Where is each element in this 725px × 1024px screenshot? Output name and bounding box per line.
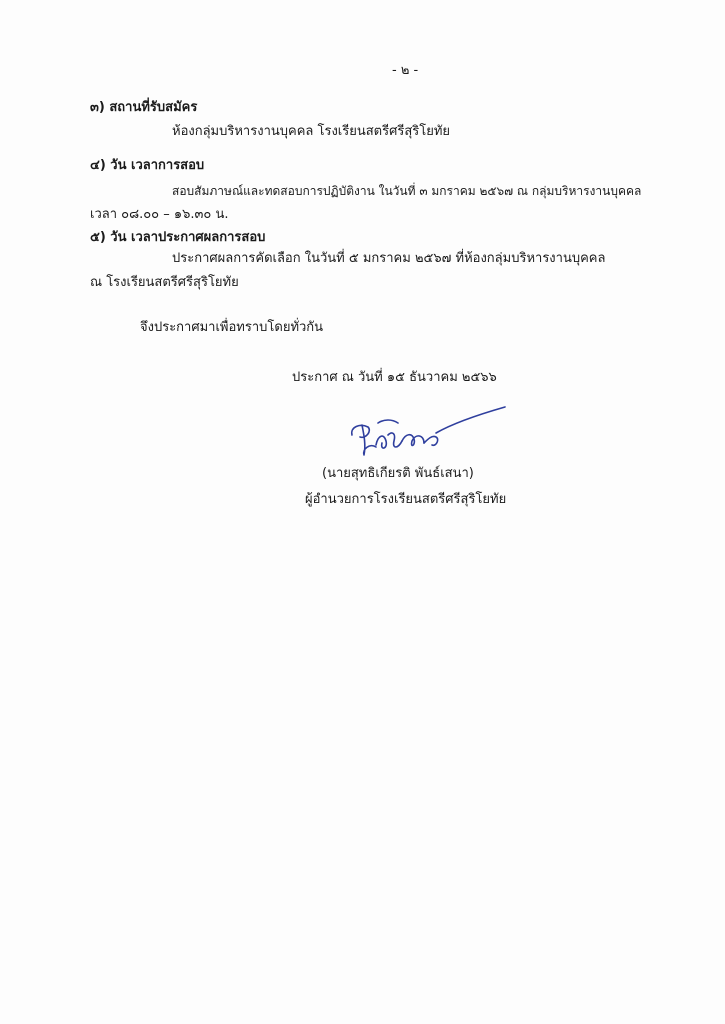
- announcement-date: ประกาศ ณ วันที่ ๑๕ ธันวาคม ๒๕๖๖: [292, 370, 497, 385]
- result-announcement-text: ประกาศผลการคัดเลือก ในวันที่ ๕ มกราคม ๒๕๖๗ ที่ห้องกลุ่มบริหารงานบุคคล: [172, 251, 606, 266]
- closing-statement: จึงประกาศมาเพื่อทราบโดยทั่วกัน: [140, 320, 324, 335]
- signer-title: ผู้อำนวยการโรงเรียนสตรีศรีสุริโยทัย: [305, 492, 507, 507]
- exam-datetime-text: สอบสัมภาษณ์และทดสอบการปฏิบัติงาน ในวันที่ ๓ มกราคม ๒๕๖๗ ณ กลุ่มบริหารงานบุคคล: [172, 184, 642, 198]
- section-heading-application-place: ๓) สถานที่รับสมัคร: [90, 100, 198, 115]
- exam-time-text: เวลา ๐๘.๐๐ – ๑๖.๓๐ น.: [90, 207, 229, 222]
- section-heading-result-announcement: ๕) วัน เวลาประกาศผลการสอบ: [90, 230, 266, 245]
- signature-image: [340, 405, 510, 463]
- signer-name: (นายสุทธิเกียรติ พันธ์เสนา): [322, 466, 474, 481]
- application-place-text: ห้องกลุ่มบริหารงานบุคคล โรงเรียนสตรีศรีสุริโยทัย: [172, 124, 451, 139]
- page-number: - ๒ -: [392, 63, 419, 78]
- signature-ink: [352, 407, 505, 455]
- section-heading-exam-datetime: ๔) วัน เวลาการสอบ: [90, 158, 205, 173]
- result-location-text: ณ โรงเรียนสตรีศรีสุริโยทัย: [90, 275, 239, 290]
